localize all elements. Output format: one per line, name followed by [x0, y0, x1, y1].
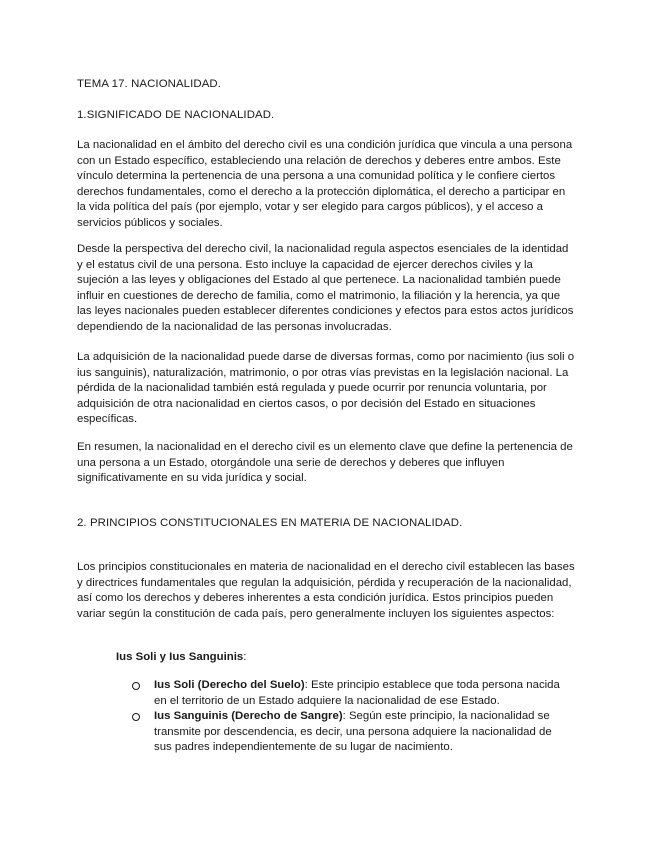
term-ius-sanguinis: Ius Sanguinis (Derecho de Sangre) [154, 710, 343, 723]
list-item-ius-soli [132, 678, 572, 709]
document-title: TEMA 17. NACIONALIDAD. [77, 78, 221, 90]
section2-heading: 2. PRINCIPIOS CONSTITUCIONALES EN MATERIA DE NACIONALIDAD. [77, 517, 463, 529]
subheading-text: Ius Soli y Ius Sanguinis [116, 651, 244, 663]
hollow-circle-bullet-icon [132, 713, 140, 721]
definition-ius-soli: : Este principio establece que toda persona nacida en el territorio de un Estado adquiere la nacionalidad de ese Estado. [154, 679, 560, 707]
principles-list [132, 678, 572, 756]
term-ius-soli: Ius Soli (Derecho del Suelo) [154, 679, 305, 691]
section1-paragraph-1: La nacionalidad en el ámbito del derecho civil es una condición jurídica que vincula a una persona con un Estado específico, estableciendo una relación de derechos y deberes entre ambos. Este vínculo determina la pertenencia de una persona a una comunidad política y le confiere ciertos derechos fundamentales, como el derecho a la protección diplomática, el derecho a participar en la vida política del país (por ejemplo, votar y ser elegido para cargos públicos), y el acceso a servicios públicos y sociales. [77, 139, 573, 229]
subheading-ius-soli-sanguinis [116, 650, 246, 666]
section1-paragraph-4: En resumen, la nacionalidad en el derecho civil es un elemento clave que define la pertenencia de una persona a un Estado, otorgándole una serie de derechos y deberes que influyen significativamente en su vida jurídica y social. [77, 441, 573, 485]
hollow-circle-bullet-icon [132, 682, 140, 690]
section1-paragraph-3: La adquisición de la nacionalidad puede darse de diversas formas, como por nacimiento (ius soli o ius sanguinis), naturalización, matrimonio, o por otras vías previstas en la legislación nacional. La pérdida de la nacionalidad también está regulada y puede ocurrir por renuncia voluntaria, por adquisición de otra nacionalidad en ciertos casos, o por decisión del Estado en situaciones específicas. [77, 351, 575, 426]
section2-intro: Los principios constitucionales en materia de nacionalidad en el derecho civil establecen las bases y directrices fundamentales que regulan la adquisición, pérdida y recuperación de la nacionalidad, así como los derechos y deberes inherentes a esta condición jurídica. Estos principios pueden variar según la constitución de cada país, pero generalmente incluyen los siguientes aspectos: [77, 561, 575, 620]
definition-ius-sanguinis: : Según este principio, la nacionalidad se transmite por descendencia, es decir, una persona adquiere la nacionalidad de sus padres independientemente de su lugar de nacimiento. [154, 710, 552, 754]
subheading-colon: : [243, 651, 247, 663]
section1-paragraph-2: Desde la perspectiva del derecho civil, la nacionalidad regula aspectos esenciales de la identidad y el estatus civil de una persona. Esto incluye la capacidad de ejercer derechos civiles y la sujeción a las leyes y obligaciones del Estado al que pertenece. La nacionalidad también puede influir en cuestiones de derecho de familia, como el matrimonio, la filiación y la herencia, ya que las leyes nacionales pueden establecer diferentes condiciones y efectos para estos actos jurídicos dependiendo de la nacionalidad de las personas involucradas. [77, 243, 574, 333]
list-item-ius-sanguinis [132, 709, 572, 756]
section1-heading: 1.SIGNIFICADO DE NACIONALIDAD. [77, 109, 275, 121]
